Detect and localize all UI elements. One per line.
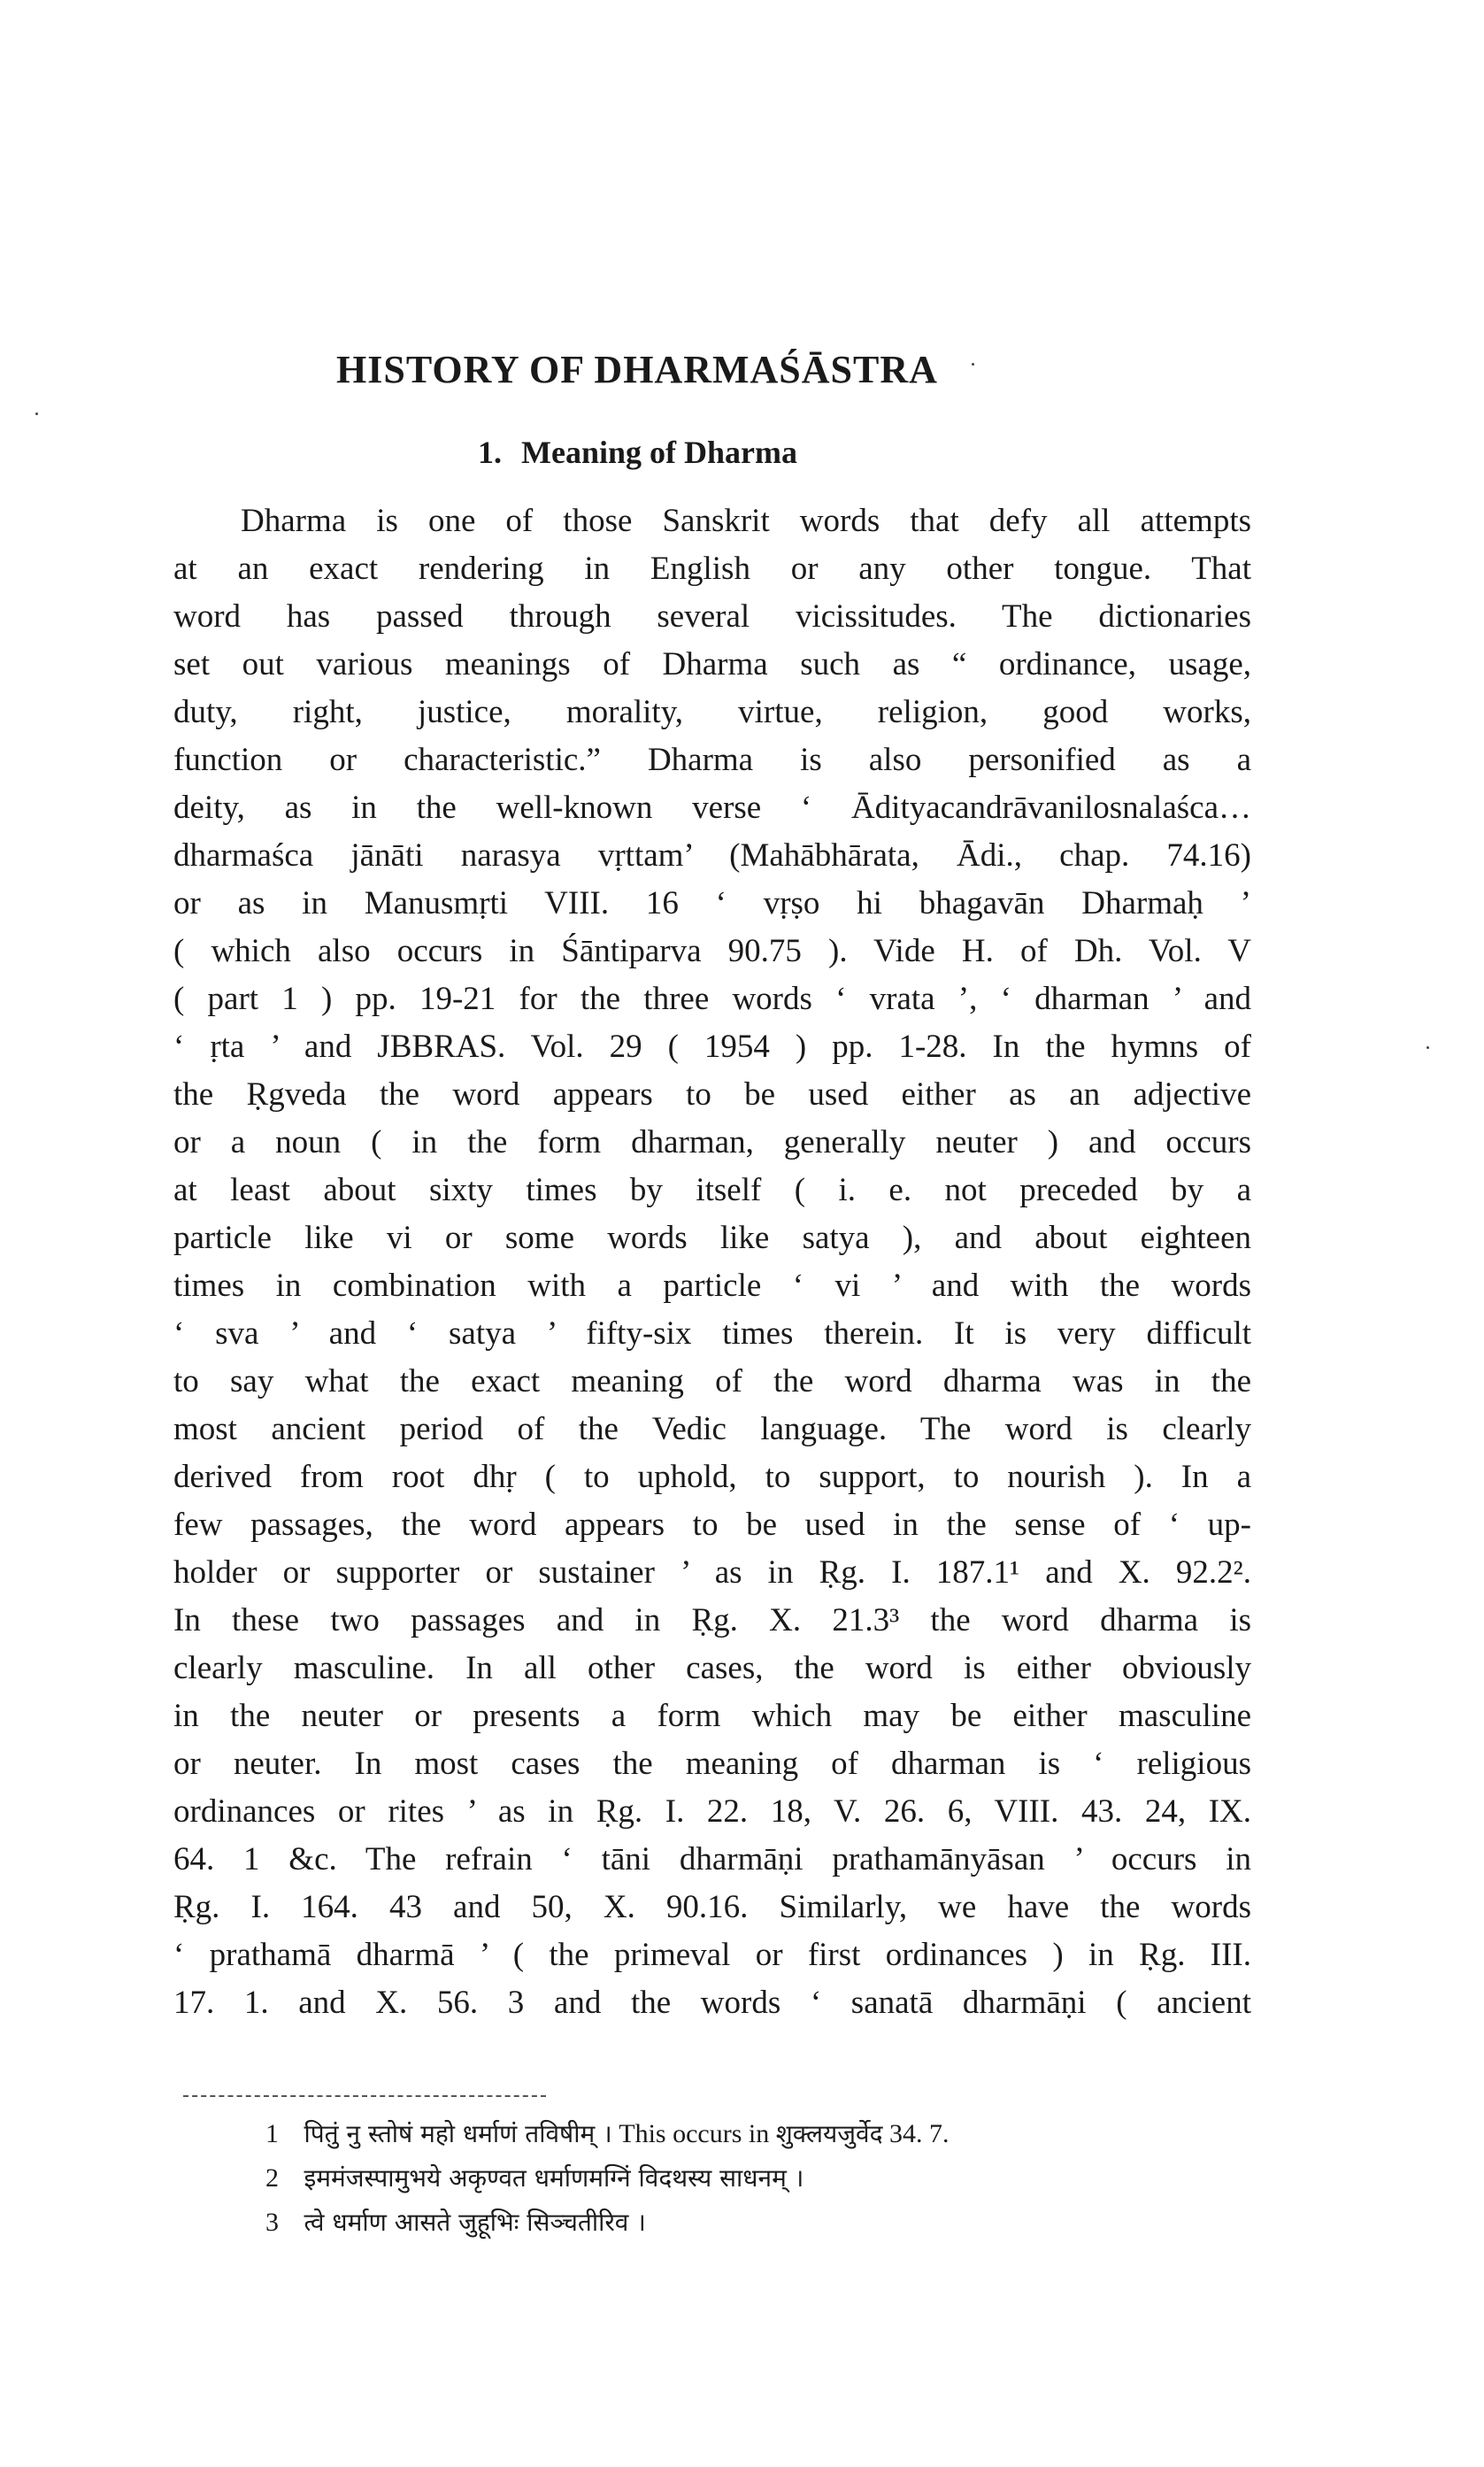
body-line: In these two passages and in Ṛg. X. 21.3³ the word dharma is xyxy=(173,1602,1251,1638)
body-line: derived from root dhṛ ( to uphold, to support, to nourish ). In a xyxy=(173,1459,1251,1495)
section-heading xyxy=(478,434,1009,471)
body-line: Ṛg. I. 164. 43 and 50, X. 90.16. Similarly, we have the words xyxy=(173,1889,1251,1925)
footnote-number: 3 xyxy=(265,2208,279,2237)
body-line: word has passed through several vicissitudes. The dictionaries xyxy=(173,598,1251,635)
footnote-sanskrit: पितुं नु स्तोषं महो धर्माणं तविषीम् । xyxy=(304,2119,612,2148)
scan-speck xyxy=(1426,1046,1429,1049)
body-line: or neuter. In most cases the meaning of dharman is ‘ religious xyxy=(173,1746,1251,1782)
footnote-number: 2 xyxy=(265,2163,279,2193)
footnote-3 xyxy=(265,2205,646,2240)
footnote-sanskrit: इममंजस्पामुभये अकृण्वत धर्माणमग्निं विदथस्य साधनम् । xyxy=(304,2163,804,2193)
body-line: clearly masculine. In all other cases, the word is either obviously xyxy=(173,1650,1251,1686)
body-line: the Ṛgveda the word appears to be used either as an adjective xyxy=(173,1076,1251,1113)
footnote-english: This occurs in xyxy=(619,2119,770,2148)
footnote-divider xyxy=(183,2095,546,2097)
scan-speck xyxy=(35,412,38,415)
footnote-sanskrit: त्वे धर्माण आसते जुहूभिः सिञ्चतीरिव । xyxy=(304,2208,646,2237)
footnote-1 xyxy=(265,2116,949,2152)
body-line: dharmaśca jānāti narasya vṛttam’ (Mahābhārata, Ādi., chap. 74.16) xyxy=(173,837,1251,874)
body-line: most ancient period of the Vedic language. The word is clearly xyxy=(173,1411,1251,1447)
body-line: or a noun ( in the form dharman, generally neuter ) and occurs xyxy=(173,1124,1251,1160)
section-number: 1. xyxy=(478,435,502,470)
page-title: HISTORY OF DHARMAŚĀSTRA xyxy=(336,348,938,391)
body-line: at least about sixty times by itself ( i. e. not preceded by a xyxy=(173,1172,1251,1208)
body-line: holder or supporter or sustainer ’ as in Ṛg. I. 187.1¹ and X. 92.2². xyxy=(173,1554,1251,1591)
body-line: ( which also occurs in Śāntiparva 90.75 ). Vide H. of Dh. Vol. V xyxy=(173,933,1251,969)
footnote-2 xyxy=(265,2161,804,2196)
body-line: set out various meanings of Dharma such as “ ordinance, usage, xyxy=(173,646,1251,682)
body-line: times in combination with a particle ‘ vi ’ and with the words xyxy=(173,1268,1251,1304)
body-line: duty, right, justice, morality, virtue, religion, good works, xyxy=(173,694,1251,730)
body-line: to say what the exact meaning of the word dharma was in the xyxy=(173,1363,1251,1399)
body-line: ( part 1 ) pp. 19-21 for the three words ‘ vrata ’, ‘ dharman ’ and xyxy=(173,981,1251,1017)
body-line: or as in Manusmṛti VIII. 16 ‘ vṛṣo hi bhagavān Dharmaḥ ’ xyxy=(173,885,1251,921)
body-line: ‘ prathamā dharmā ’ ( the primeval or first ordinances ) in Ṛg. III. xyxy=(173,1937,1251,1973)
body-line: few passages, the word appears to be used in the sense of ‘ up- xyxy=(173,1507,1251,1543)
body-line: function or characteristic.” Dharma is also personified as a xyxy=(173,742,1251,778)
body-line: 64. 1 &c. The refrain ‘ tāni dharmāṇi prathamānyāsan ’ occurs in xyxy=(173,1841,1251,1877)
body-line: at an exact rendering in English or any other tongue. That xyxy=(173,551,1251,587)
footnote-number: 1 xyxy=(265,2119,279,2148)
body-line: particle like vi or some words like satya ), and about eighteen xyxy=(173,1220,1251,1256)
footnote-ref-number: 34. 7. xyxy=(888,2119,950,2148)
body-line: 17. 1. and X. 56. 3 and the words ‘ sanatā dharmāṇi ( ancient xyxy=(173,1985,1251,2021)
body-line: ordinances or rites ’ as in Ṛg. I. 22. 18, V. 26. 6, VIII. 43. 24, IX. xyxy=(173,1793,1251,1830)
footnote-ref-sanskrit: शुक्लयजुर्वेद xyxy=(775,2119,883,2148)
section-title: Meaning of Dharma xyxy=(521,435,797,470)
body-line: deity, as in the well-known verse ‘ Ādityacandrāvanilosnalaśca… xyxy=(173,790,1251,826)
body-line: ‘ sva ’ and ‘ satya ’ fifty-six times therein. It is very difficult xyxy=(173,1315,1251,1352)
body-line: ‘ ṛta ’ and JBBRAS. Vol. 29 ( 1954 ) pp. 1-28. In the hymns of xyxy=(173,1029,1251,1065)
body-line: in the neuter or presents a form which may be either masculine xyxy=(173,1698,1251,1734)
body-line: Dharma is one of those Sanskrit words that defy all attempts xyxy=(241,503,1251,539)
scan-speck xyxy=(972,363,974,366)
